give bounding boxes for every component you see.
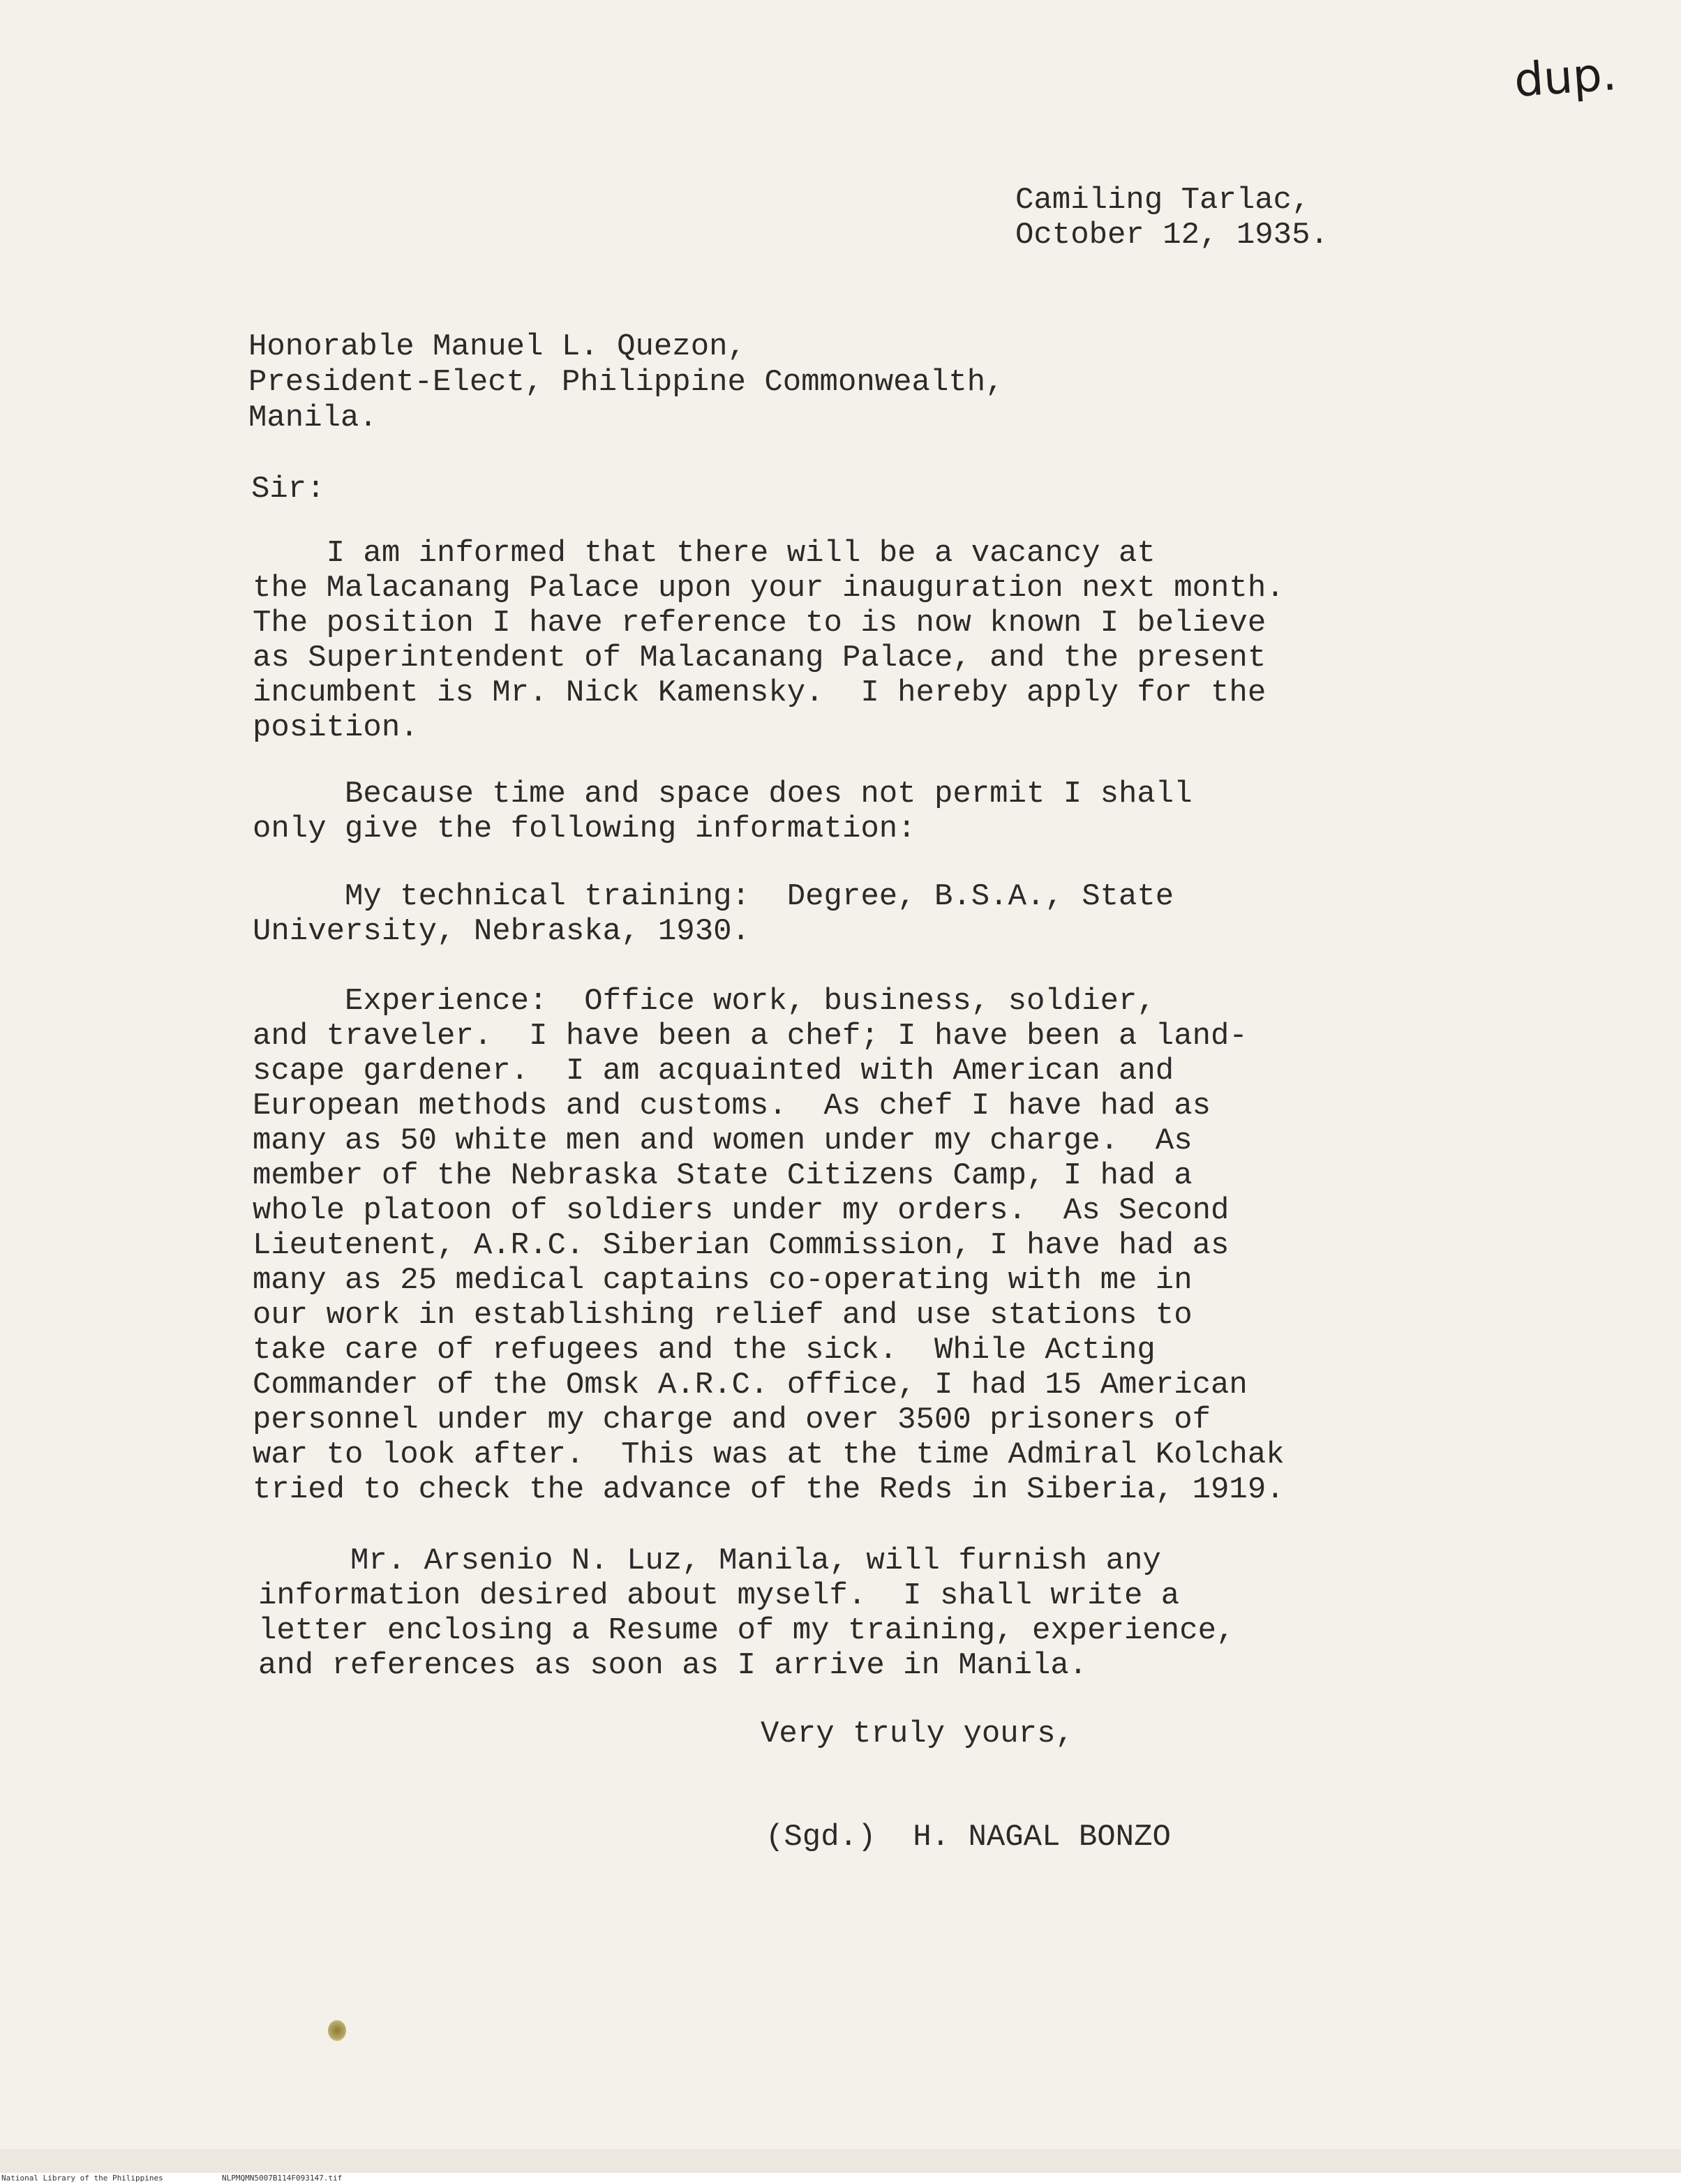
salutation: Sir:: [251, 472, 325, 507]
addressee-title: President-Elect, Philippine Commonwealth,: [248, 365, 1004, 400]
addressee-name: Honorable Manuel L. Quezon,: [248, 329, 746, 364]
footer-library-name: National Library of the Philippines: [1, 2174, 163, 2183]
paragraph-vacancy: I am informed that there will be a vacancy at the Malacanang Palace upon your inauguration next month. The position I have reference to is now known I believe as Superintendent of Malacanang Palace, and the present incumbent is Mr. Nick Kamensky. I hereby apply for the position.: [253, 536, 1285, 745]
paragraph-information: Because time and space does not permit I shall only give the following information:: [253, 777, 1193, 846]
scan-footer: [0, 2173, 1681, 2184]
dateline-date: October 12, 1935.: [1015, 218, 1329, 253]
signature: (Sgd.) H. NAGAL BONZO: [765, 1820, 1171, 1855]
dateline: [1015, 183, 1329, 253]
closing: Very truly yours,: [761, 1716, 1074, 1751]
handwritten-note: dup.: [1512, 46, 1619, 108]
paragraph-training: My technical training: Degree, B.S.A., State University, Nebraska, 1930.: [253, 879, 1174, 949]
paper-stain: [328, 2020, 346, 2041]
paragraph-experience: Experience: Office work, business, soldier, and traveler. I have been a chef; I have been a land- scape gardener. I am acquainted with American and European methods and customs. As chef I have had as many as 50 white men and women under my charge. As member of the Nebraska State Citizens Camp, I had a whole platoon of soldiers under my orders. As Second Lieutenent, A.R.C. Siberian Commission, I have had as many as 25 medical captains co-operating with me in our work in establishing relief and use stations to take care of refugees and the sick. While Acting Commander of the Omsk A.R.C. office, I had 15 American personnel under my charge and over 3500 prisoners of war to look after. This was at the time Admiral Kolchak tried to check the advance of the Reds in Siberia, 1919.: [253, 984, 1285, 1507]
dateline-place: Camiling Tarlac,: [1015, 183, 1310, 218]
footer-file-name: NLPMQMN5007B114F093147.tif: [222, 2174, 343, 2183]
addressee-city: Manila.: [248, 401, 378, 435]
addressee-block: [248, 329, 1004, 436]
paragraph-references: Mr. Arsenio N. Luz, Manila, will furnish any information desired about myself. I shall write a letter enclosing a Resume of my training, experience, and references as soon as I arrive in Manila.: [258, 1543, 1235, 1683]
